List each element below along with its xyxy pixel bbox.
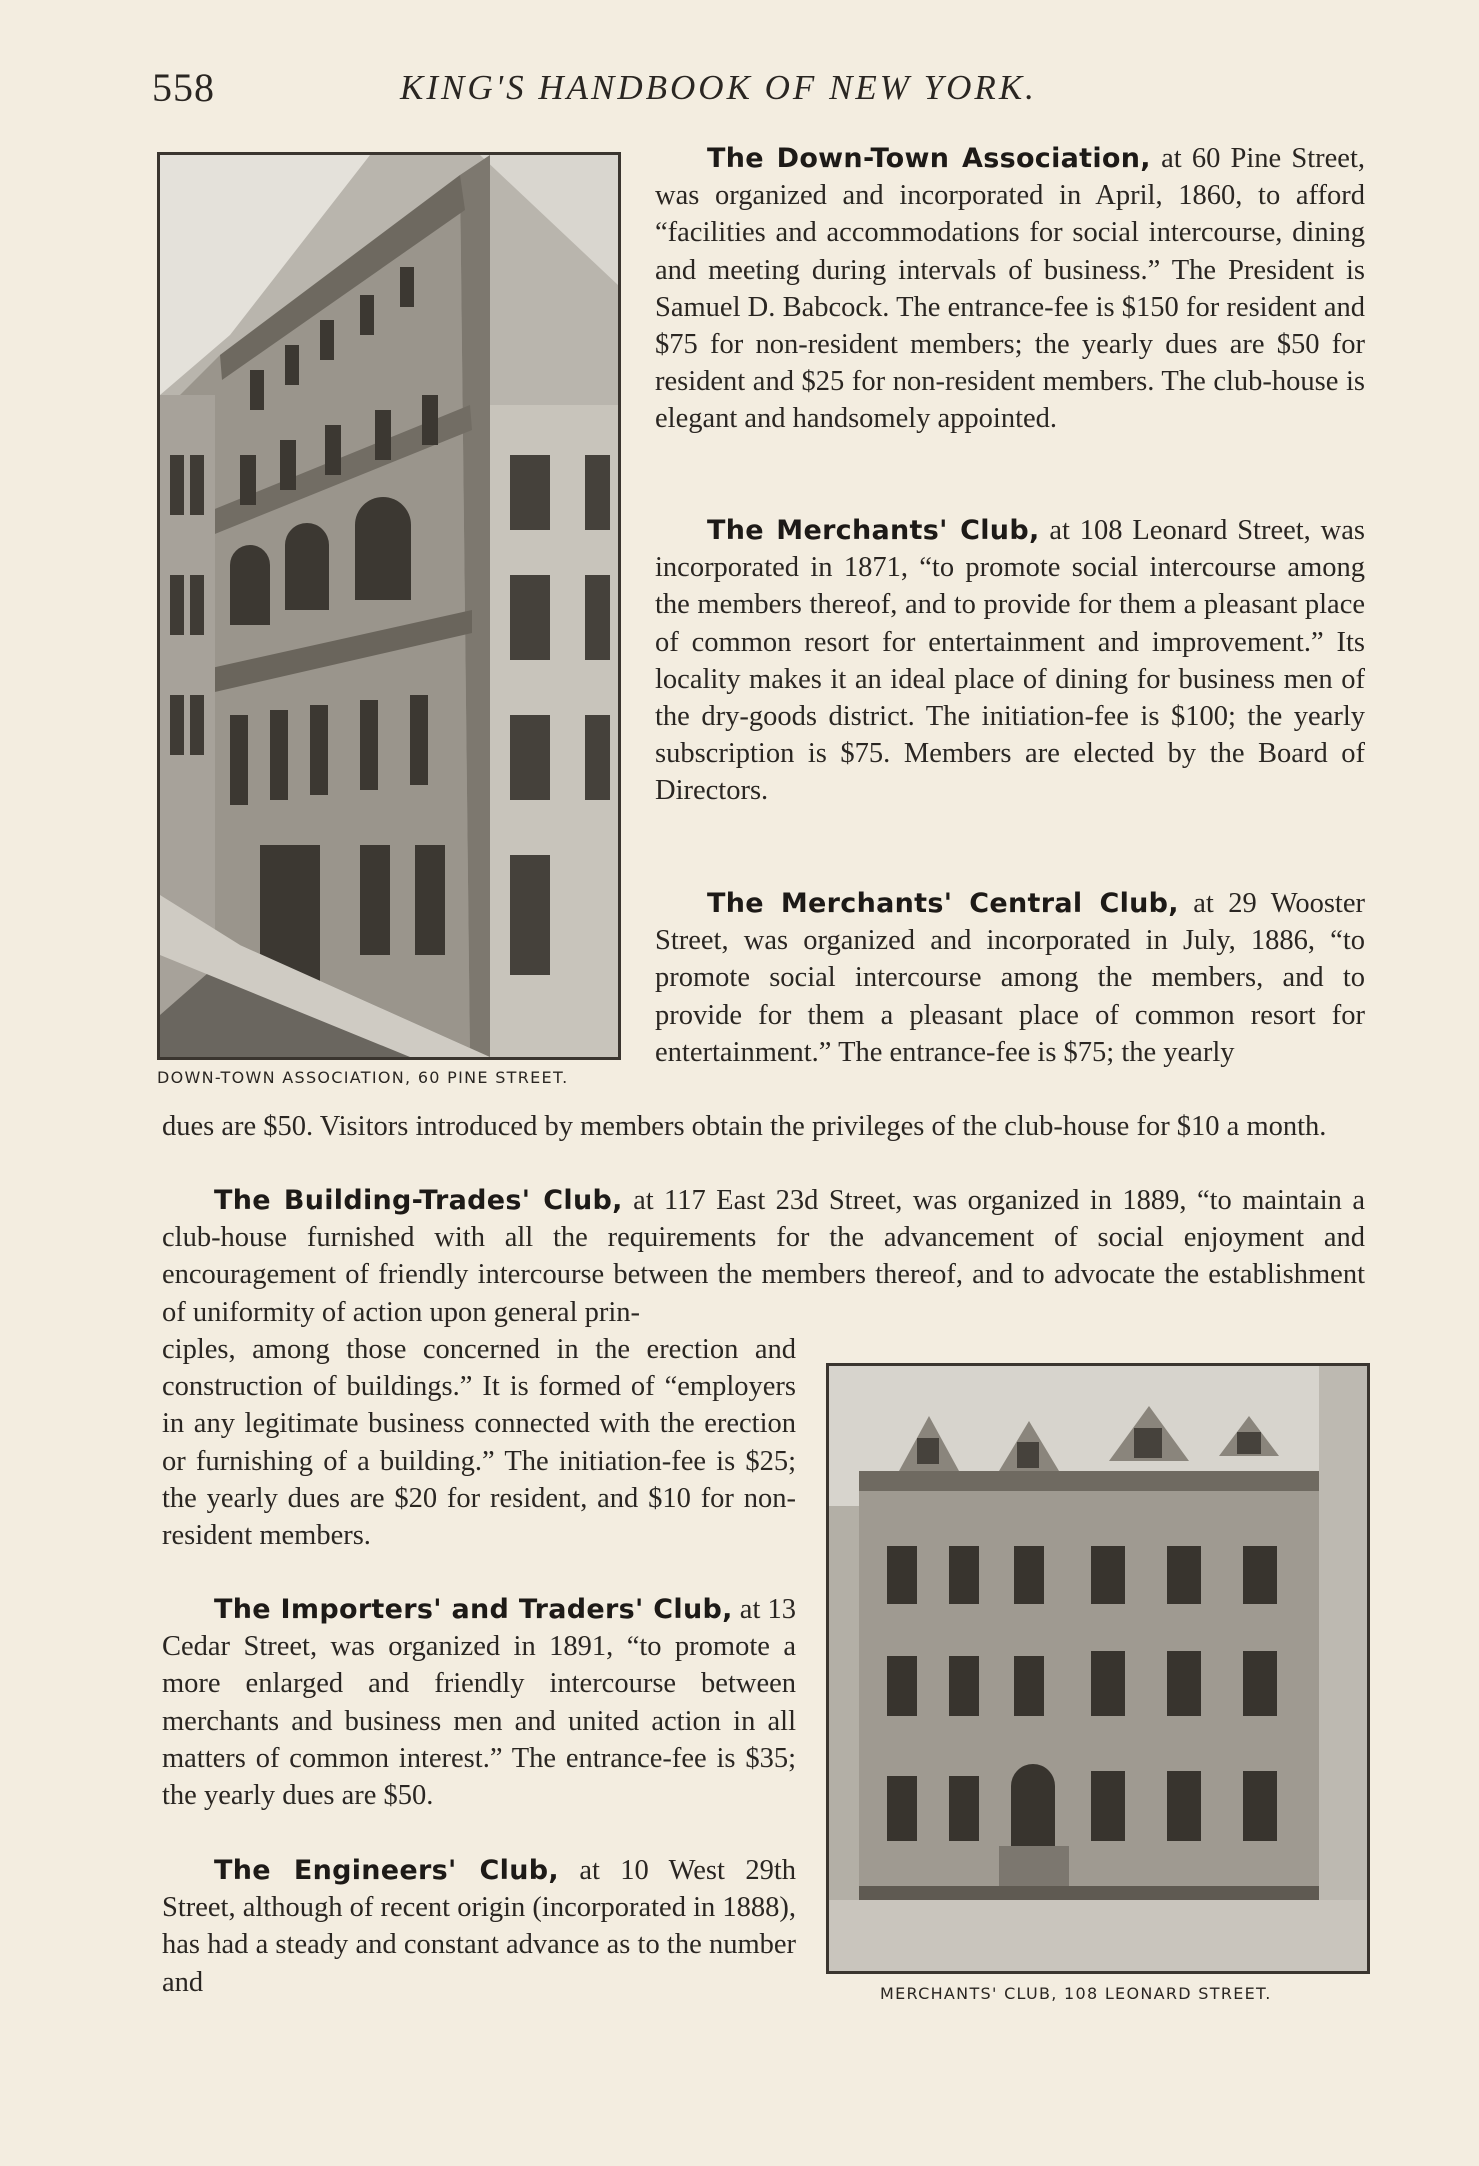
importers-traders-club-heading: The Importers' and Traders' Club, bbox=[214, 1594, 733, 1625]
importers-traders-club-paragraph: The Importers' and Traders' Club, at 13 Cedar Street, was organized in 1891, “to promote a more enlarged and friendly intercourse between merchants and business men and united action in all matters of common interest.” The entrance-fee is $35; the yearly dues are $50. bbox=[162, 1594, 796, 1812]
building-trades-club-paragraph-a: The Building-Trades' Club, at 117 East 23d Street, was organized in 1889, “to maintain a club-house furnished with all the requirements for the advancement of social enjoyment and encouragement of friendly intercourse between the members thereof, and to advocate the establishment of uniformity of action upon general prin- bbox=[162, 1185, 1365, 1328]
engineers-club-paragraph: The Engineers' Club, at 10 West 29th Street, although of recent origin (incorporated in 1888), has had a steady and constant advance as to the number and bbox=[162, 1855, 797, 1998]
merchants-central-club-heading: The Merchants' Central Club, bbox=[707, 888, 1179, 919]
merchants-club-heading: The Merchants' Club, bbox=[707, 515, 1040, 546]
merchants-club-paragraph: The Merchants' Club, at 108 Leonard Street, was incorporated in 1871, “to promote social intercourse among the members thereof, and to provide for them a pleasant place of common resort for entertainment and improvement.” Its locality makes it an ideal place of dining for business men of the dry-goods district. The initiation-fee is $100; the yearly subscription is $75. Members are elected by the Board of Directors. bbox=[655, 515, 1365, 807]
merchants-club-caption: MERCHANTS' CLUB, 108 LEONARD STREET. bbox=[880, 1984, 1272, 2003]
building-trades-club-paragraph-b: ciples, among those concerned in the erection and construction of buildings.” It is formed of “employers in any legitimate business connected with the erection or furnishing of a building.” The initiation-fee is $25; the yearly dues are $20 for resident, and $10 for non-resident members. bbox=[162, 1334, 796, 1552]
page-number: 558 bbox=[152, 65, 215, 110]
merchants-central-club-paragraph-b: dues are $50. Visitors introduced by members obtain the privileges of the club-house for $10 a month. bbox=[162, 1111, 1327, 1142]
downtown-association-paragraph: The Down-Town Association, at 60 Pine Street, was organized and incorporated in April, 1860, to afford “facilities and accommodations for social intercourse, dining and meeting during intervals of business.” The President is Samuel D. Babcock. The entrance-fee is $150 for resident and $75 for non-resident members; the yearly dues are $50 for resident and $25 for non-resident members. The club-house is elegant and handsomely appointed. bbox=[655, 143, 1366, 435]
merchants-club-photo bbox=[826, 1363, 1370, 1974]
building-trades-club-heading: The Building-Trades' Club, bbox=[214, 1185, 623, 1216]
engineers-club-heading: The Engineers' Club, bbox=[214, 1855, 559, 1886]
downtown-association-photo bbox=[157, 152, 621, 1060]
running-title: KING'S HANDBOOK OF NEW YORK. bbox=[400, 68, 1037, 107]
downtown-association-heading: The Down-Town Association, bbox=[707, 143, 1151, 174]
merchants-central-club-paragraph-a: The Merchants' Central Club, at 29 Wooster Street, was organized and incorporated in July, 1886, “to promote social intercourse among the members, and to provide for them a pleasant place of common resort for entertainment.” The entrance-fee is $75; the yearly bbox=[655, 888, 1365, 1068]
downtown-association-caption: DOWN-TOWN ASSOCIATION, 60 PINE STREET. bbox=[157, 1068, 569, 1087]
